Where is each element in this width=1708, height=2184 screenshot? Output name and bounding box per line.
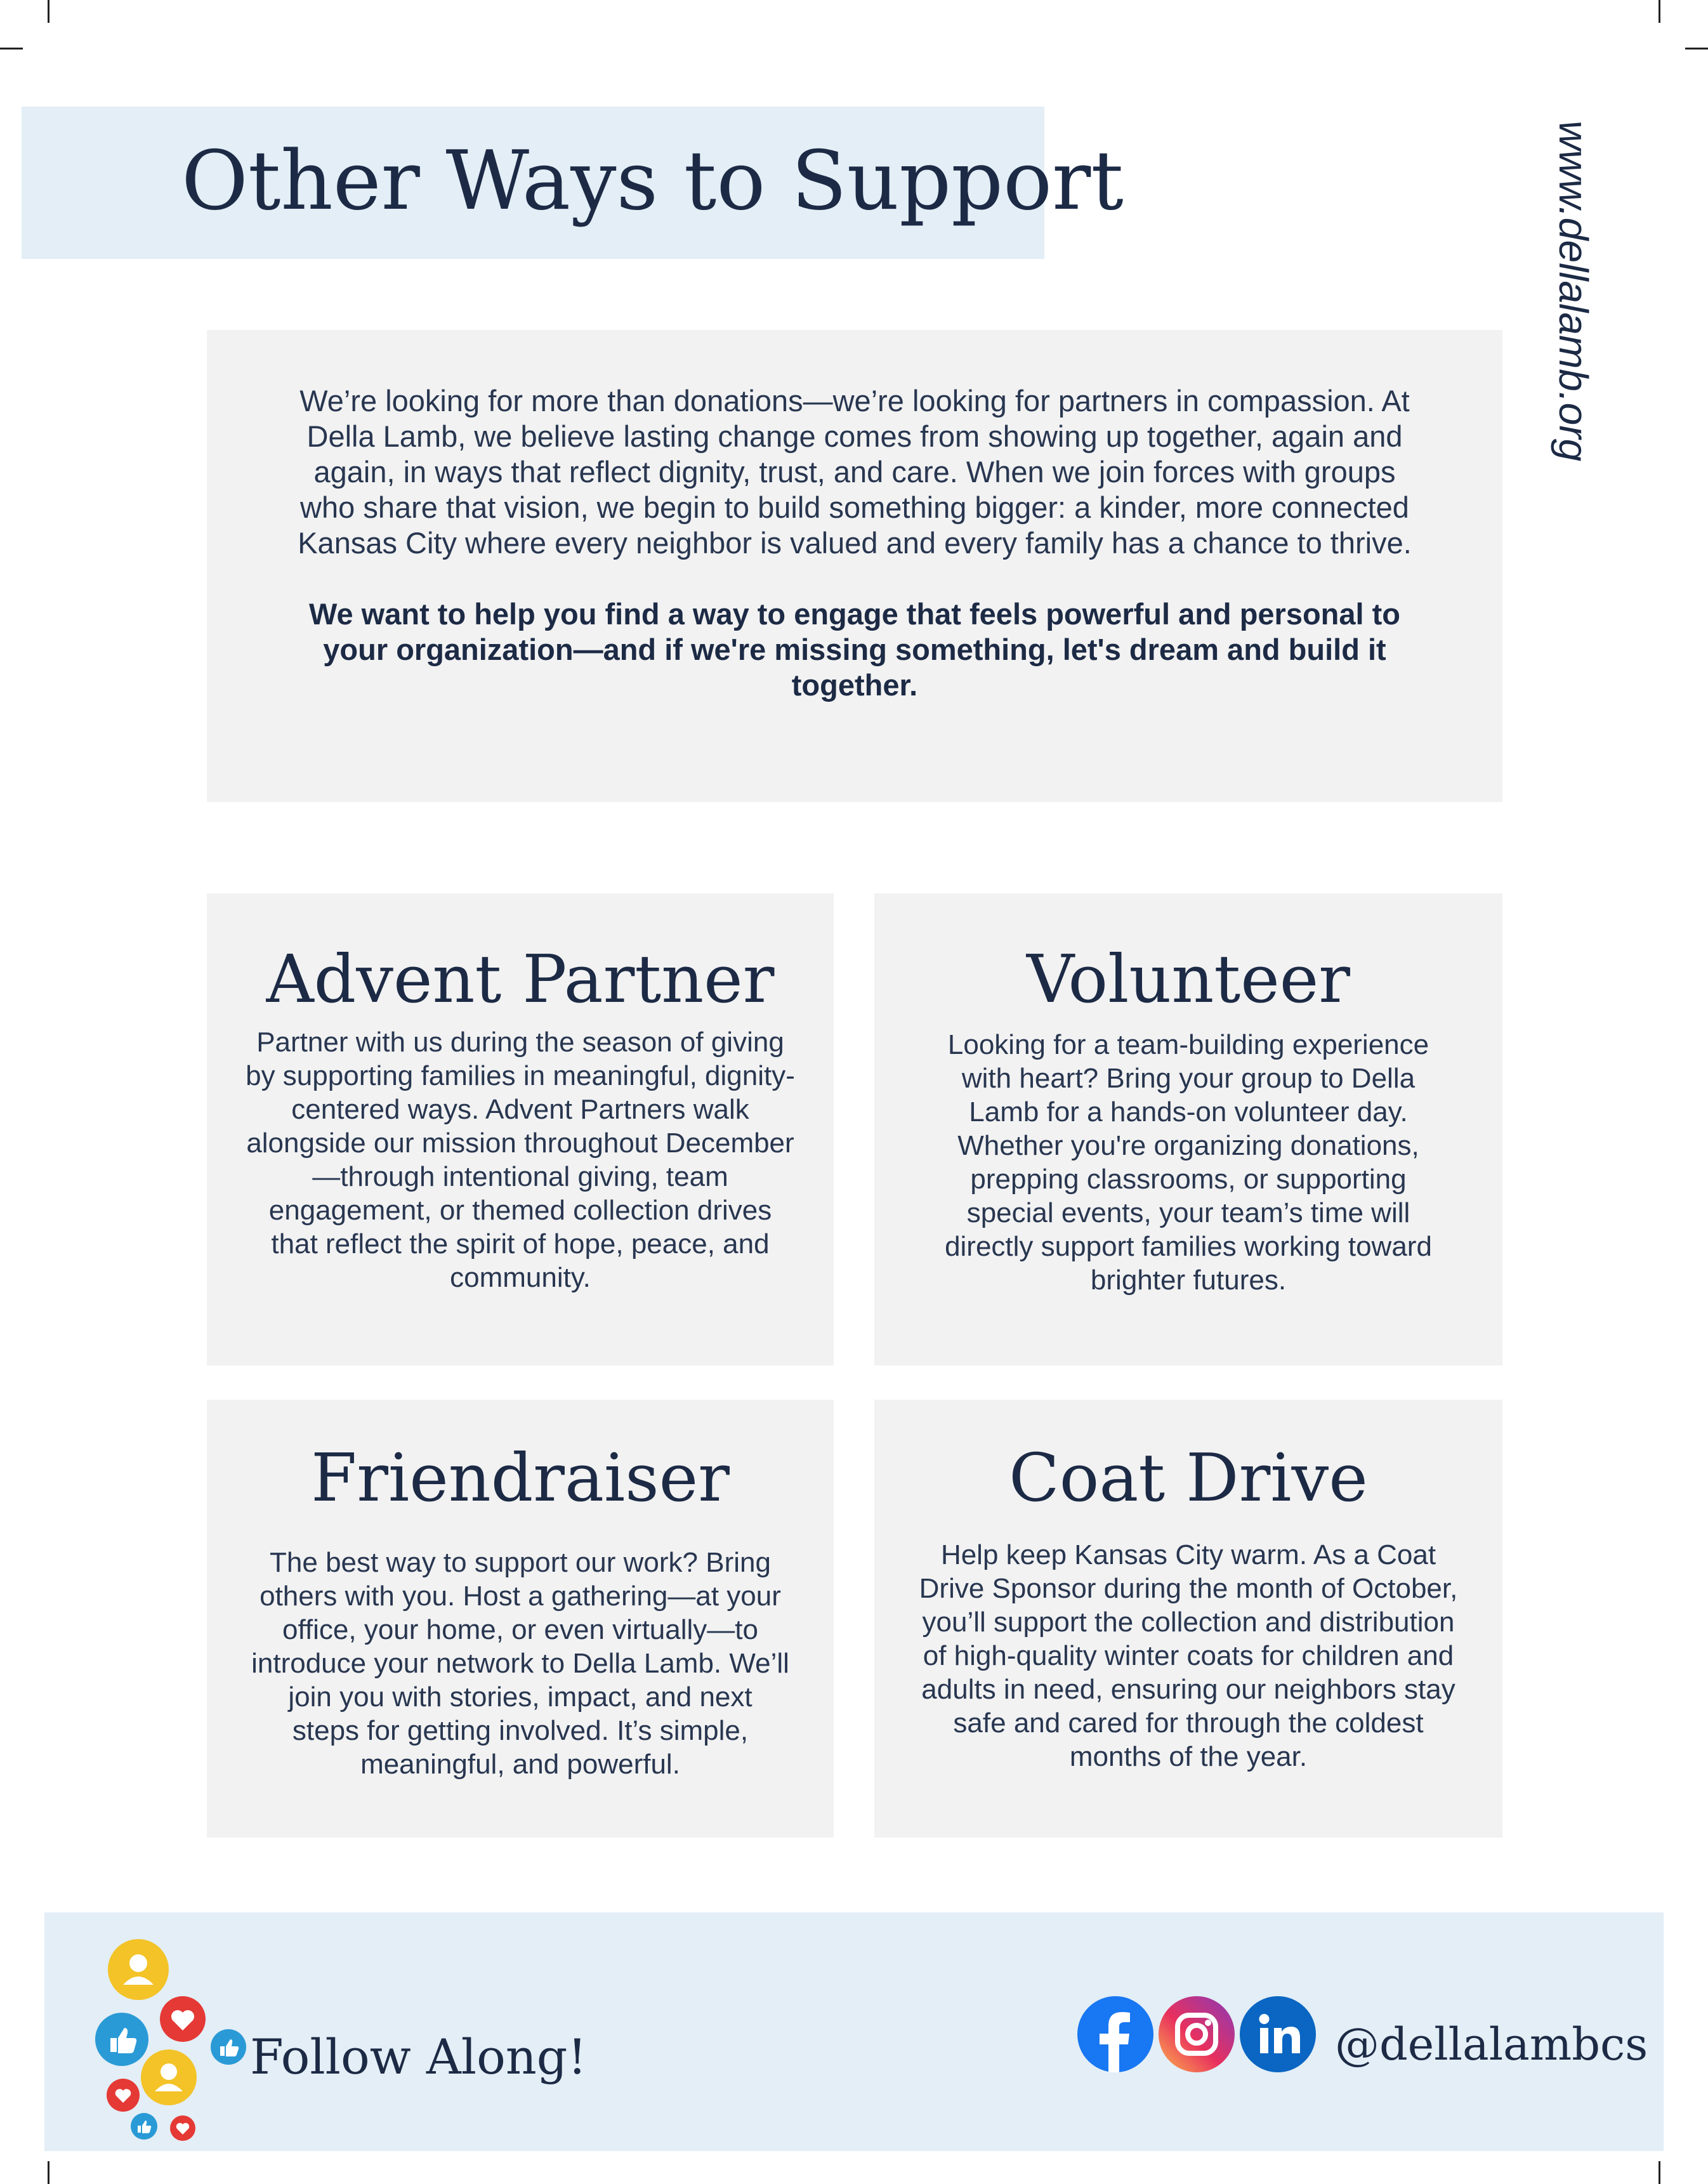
card-advent-partner [207,893,834,1365]
website-url-vertical [1548,121,1599,577]
card-volunteer [874,893,1502,1365]
heart-icon [107,2079,140,2112]
page-title: Other Ways to Support [181,134,1124,228]
footer-band [44,1912,1664,2151]
card-friendraiser [207,1400,834,1838]
card-coat-drive [874,1400,1502,1838]
user-icon [108,1939,169,2000]
crop-mark [48,2161,49,2184]
card-heading: Friendraiser [311,1439,730,1516]
intro-bold-text: We want to help you find a way to engage that feels powerful and personal to your organization—and if we're missing something, let's dream and build it together. [308,597,1401,702]
crop-mark [1659,2161,1660,2184]
user-icon [141,2049,197,2105]
crop-mark [1659,0,1660,23]
heart-icon [160,1996,206,2042]
intro-text: We’re looking for more than donations—we’re looking for partners in compassion. At Della Lamb, we believe lasting change comes from showing up together, again and again, in ways that reflect dignity, trust, and care. When we join forces with groups who share that vision, we begin to build something bigger: a kinder, more connected Kansas City where every neighbor is valued and every family has a chance to thrive. [298,384,1412,560]
social-reactions-graphic [70,1925,273,2141]
crop-mark [1685,48,1708,49]
follow-along-label: Follow Along! [250,2029,587,2085]
instagram-icon[interactable] [1159,1996,1235,2072]
social-handle[interactable]: @dellalambcs [1335,2018,1648,2070]
title-band [22,107,1124,259]
card-text: The best way to support our work? Bring others with you. Host a gathering—at your office, your home, or even virtually—to introduce your network to Della Lamb. We’ll join you with stories, impact, and next steps for getting involved. It’s simple, meaningful, and powerful. [251,1547,789,1780]
thumbs-up-icon [211,2029,246,2065]
thumbs-up-icon [131,2113,157,2140]
card-heading: Coat Drive [1009,1439,1368,1516]
card-heading: Advent Partner [266,940,775,1018]
linkedin-icon[interactable] [1240,1996,1316,2072]
card-text: Partner with us during the season of giving by supporting families in meaningful, dignity-centered ways. Advent Partners walk alongside our mission throughout December—through intentional giving, team engagement, or themed collection drives that reflect the spirit of hope, peace, and community. [246,1027,795,1293]
facebook-icon[interactable] [1077,1996,1153,2072]
heart-icon [170,2115,195,2141]
card-text: Looking for a team-building experience with heart? Bring your group to Della Lamb for a hands-on volunteer day. Whether you're organizing donations, prepping classrooms, or supporting special events, your team’s time will directly support families working toward brighter futures. [945,1029,1432,1296]
intro-panel [207,330,1502,802]
website-link[interactable]: www.dellalamb.org [1551,121,1596,462]
crop-mark [0,48,23,49]
card-heading: Volunteer [1027,940,1350,1018]
crop-mark [48,0,49,23]
card-text: Help keep Kansas City warm. As a Coat Drive Sponsor during the month of October, you’ll support the collection and distribution of high-quality winter coats for children and adults in need, ensuring our neighbors stay safe and cared for through the coldest months of the year. [919,1539,1458,1772]
